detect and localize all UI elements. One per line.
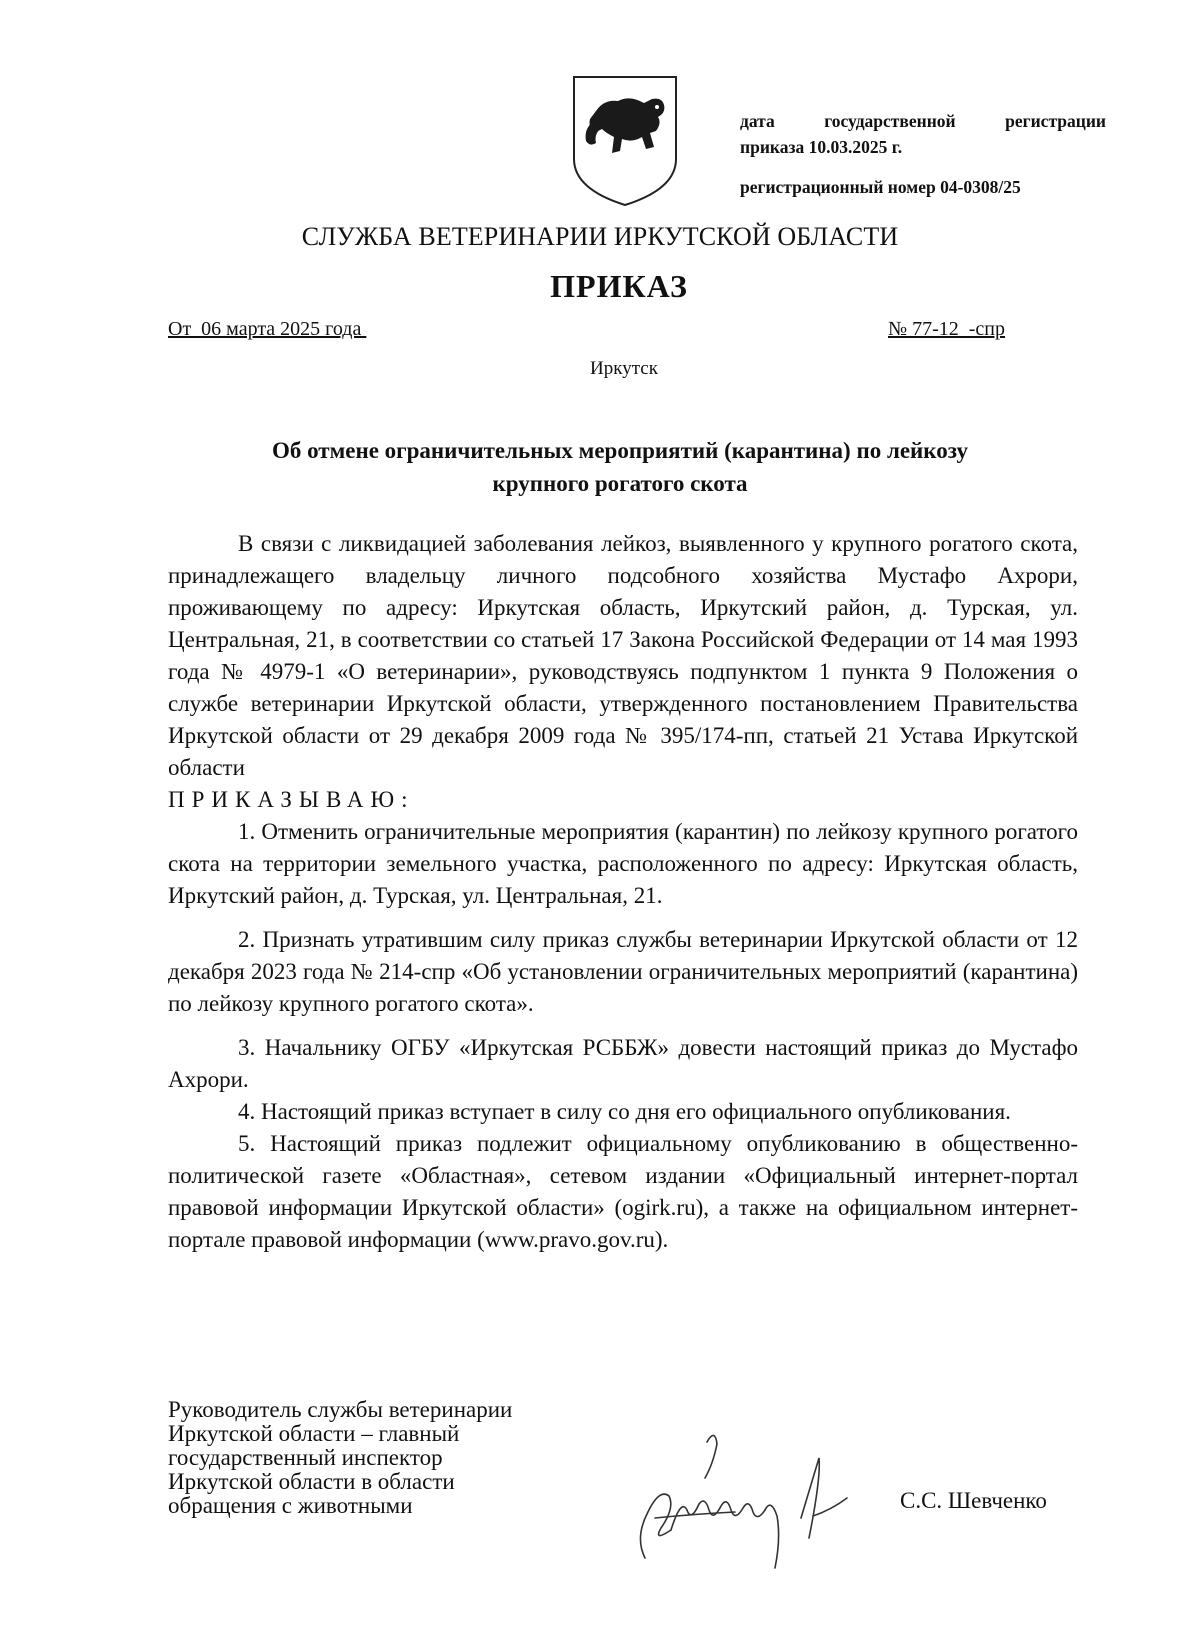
document-title: ПРИКАЗ — [550, 268, 688, 304]
signatory-title-line: Иркутской области в области — [168, 1469, 455, 1494]
order-date: От 06 марта 2025 года — [168, 318, 367, 340]
registration-date: приказа 10.03.2025 г. — [740, 137, 903, 157]
signatory-title-line: Иркутской области – главный — [168, 1421, 460, 1446]
subject-line-2: крупного рогатого скота — [492, 471, 748, 496]
city: Иркутск — [590, 358, 658, 379]
signatory-title-line: обращения с животными — [168, 1493, 413, 1518]
preamble-paragraph: В связи с ликвидацией заболевания лейкоз, выявленного у крупного рогатого скота, принадлежащего владельцу личного подсобного хозяйства Мустафо Ахрори, проживающему по адресу: Иркутская область, Иркутский район, д. Турская, ул. Центральная, 21, в соответствии со статьей 17 Закона Российской Федерации от 14 мая 1993 года № 4979-1 «О ветеринарии», руководствуясь подпунктом 1 пункта 9 Положения о службе ветеринарии Иркутской области, утвержденного постановлением Правительства Иркутской области от 29 декабря 2009 года № 395/174-пп, статьей 21 Устава Иркутской области — [168, 531, 1078, 780]
registration-info — [740, 108, 1106, 200]
document-body — [168, 528, 1078, 1256]
signatory-title-line: Руководитель службы ветеринарии — [168, 1397, 513, 1422]
order-number: № 77-12 -спр — [888, 318, 1005, 340]
registration-word-2: государственной — [824, 111, 956, 131]
order-heading: ПРИКАЗЫВАЮ: — [168, 787, 415, 812]
order-subject — [160, 434, 1080, 500]
coat-of-arms-emblem — [566, 73, 684, 209]
order-item-3: 3. Начальнику ОГБУ «Иркутская РСББЖ» довести настоящий приказ до Мустафо Ахрори. — [168, 1035, 1078, 1092]
subject-line-1: Об отмене ограничительных мероприятий (карантина) по лейкозу — [271, 438, 969, 463]
order-item-4: 4. Настоящий приказ вступает в силу со дня его официального опубликования. — [238, 1099, 1011, 1124]
signatory-title — [168, 1398, 588, 1518]
order-item-2: 2. Признать утратившим силу приказ службы ветеринарии Иркутской области от 12 декабря 2023 года № 214-спр «Об установлении ограничительных мероприятий (карантина) по лейкозу крупного рогатого скота». — [168, 927, 1078, 1016]
order-item-1: 1. Отменить ограничительные мероприятия (карантин) по лейкозу крупного рогатого скота на территории земельного участка, расположенного по адресу: Иркутская область, Иркутский район, д. Турская, ул. Центральная, 21. — [168, 819, 1078, 908]
registration-line-1 — [740, 108, 1106, 134]
registration-number: регистрационный номер 04-0308/25 — [740, 177, 1021, 197]
signatory-title-line: государственный инспектор — [168, 1445, 443, 1470]
registration-word-3: регистрации — [1005, 111, 1106, 131]
agency-name: СЛУЖБА ВЕТЕРИНАРИИ ИРКУТСКОЙ ОБЛАСТИ — [301, 222, 899, 251]
signatory-name: С.С. Шевченко — [900, 1488, 1047, 1513]
handwritten-signature — [625, 1418, 885, 1578]
order-item-5: 5. Настоящий приказ подлежит официальному опубликованию в общественно-политической газете «Областная», сетевом издании «Официальный интернет-портал правовой информации Иркутской области» (ogirk.ru), а также на официальном интернет-портале правовой информации (www.pravo.gov.ru). — [168, 1131, 1078, 1252]
registration-word-1: дата — [740, 111, 775, 131]
